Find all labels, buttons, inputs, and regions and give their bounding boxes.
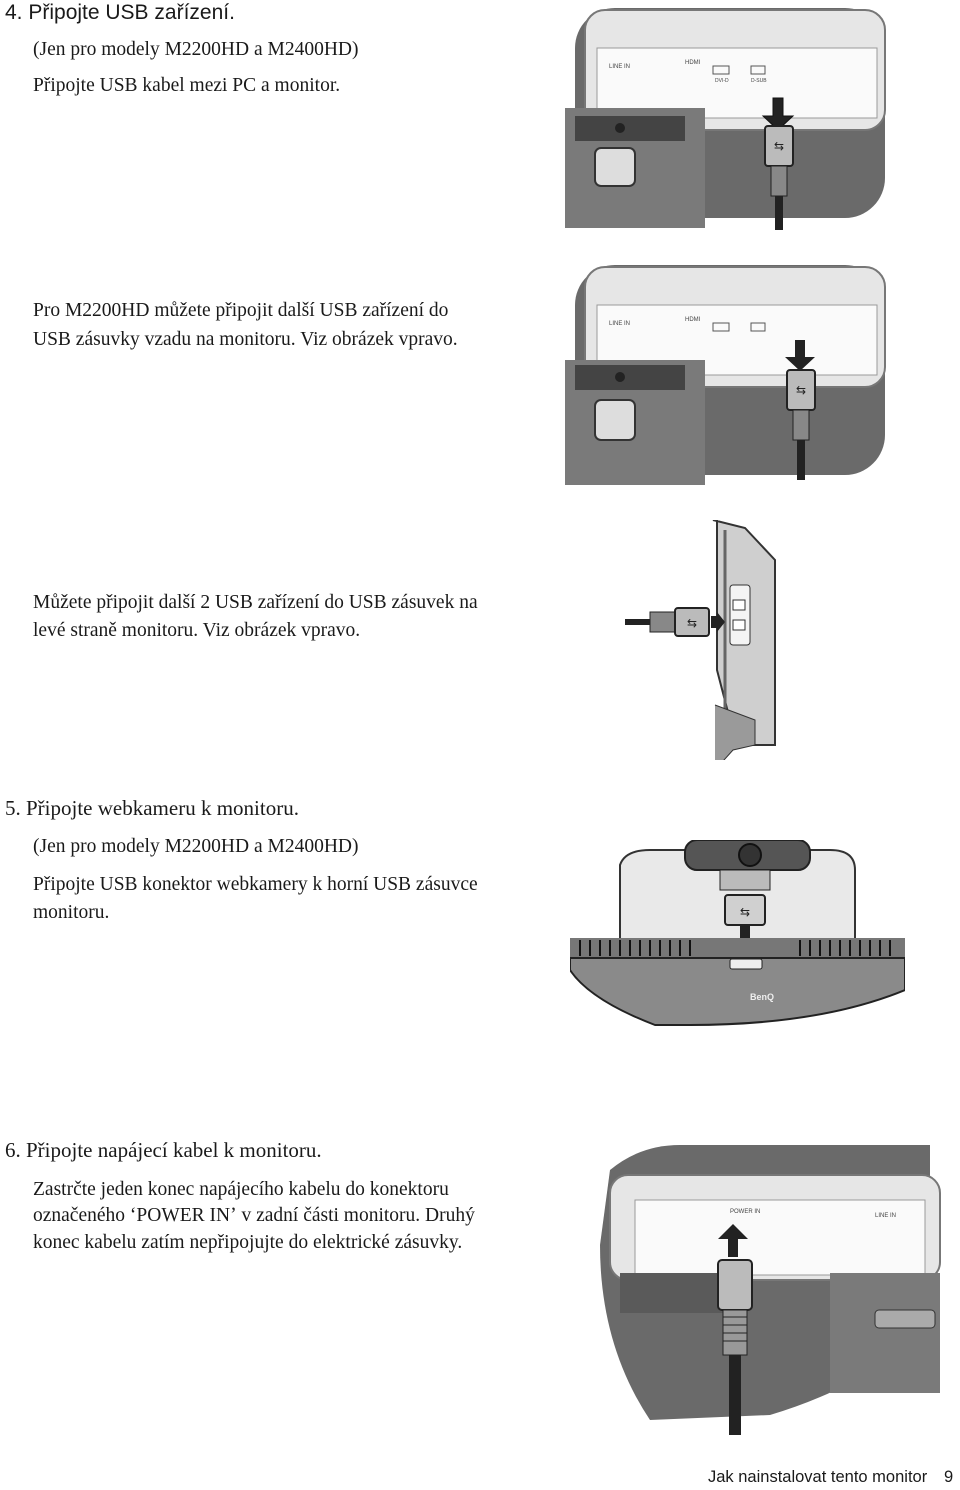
step5-models-note: (Jen pro modely M2200HD a M2400HD)	[33, 836, 359, 857]
svg-text:⇆: ⇆	[739, 905, 751, 919]
step4-side-usb-line2: levé straně monitoru. Viz obrázek vpravo.	[33, 620, 361, 641]
step6-line2: označeného ʻPOWER INʼ v zadní části monitoru. Druhý	[33, 1205, 475, 1226]
power-in-label: POWER IN	[730, 1209, 761, 1215]
footer-section-title: Jak nainstalovat tento monitor	[708, 1468, 928, 1486]
dsub-label: D-SUB	[751, 78, 767, 84]
brand-logo: BenQ	[750, 992, 775, 1002]
step5-instruction-line2: monitoru.	[33, 902, 110, 923]
step4-side-usb-line1: Můžete připojit další 2 USB zařízení do USB zásuvek na	[33, 592, 478, 613]
hdmi-label: HDMI	[685, 60, 701, 66]
figure-power-in	[590, 1145, 950, 1435]
svg-text:⇆: ⇆	[773, 139, 785, 153]
figure-side-usb	[625, 520, 785, 760]
line-in-label: LINE IN	[609, 64, 631, 70]
hdmi-label: HDMI	[685, 317, 701, 323]
step4-heading: 4. Připojte USB zařízení.	[5, 1, 235, 24]
dvi-label: DVI-D	[715, 78, 729, 84]
line-in-label: LINE IN	[609, 321, 631, 327]
svg-text:⇆: ⇆	[686, 616, 698, 630]
figure-webcam	[570, 840, 905, 1030]
step6-heading: 6. Připojte napájecí kabel k monitoru.	[5, 1138, 322, 1162]
step5-heading: 5. Připojte webkameru k monitoru.	[5, 796, 299, 820]
step5-instruction-line1: Připojte USB konektor webkamery k horní USB zásuvce	[33, 874, 478, 895]
step6-line3: konec kabelu zatím nepřipojujte do elektrické zásuvky.	[33, 1232, 463, 1253]
step4-rear-usb-line2: USB zásuvky vzadu na monitoru. Viz obrázek vpravo.	[33, 329, 458, 350]
footer-page-number: 9	[944, 1468, 954, 1486]
step4-rear-usb-line1: Pro M2200HD můžete připojit další USB zařízení do	[33, 300, 449, 321]
figure-rear-usb-upstream	[565, 8, 895, 230]
svg-text:⇆: ⇆	[795, 383, 807, 397]
step4-models-note: (Jen pro modely M2200HD a M2400HD)	[33, 39, 359, 60]
figure-rear-usb-downstream	[565, 265, 895, 487]
step4-instruction: Připojte USB kabel mezi PC a monitor.	[33, 75, 341, 96]
line-in-label: LINE IN	[875, 1213, 897, 1219]
step6-line1: Zastrčte jeden konec napájecího kabelu do konektoru	[33, 1179, 449, 1200]
